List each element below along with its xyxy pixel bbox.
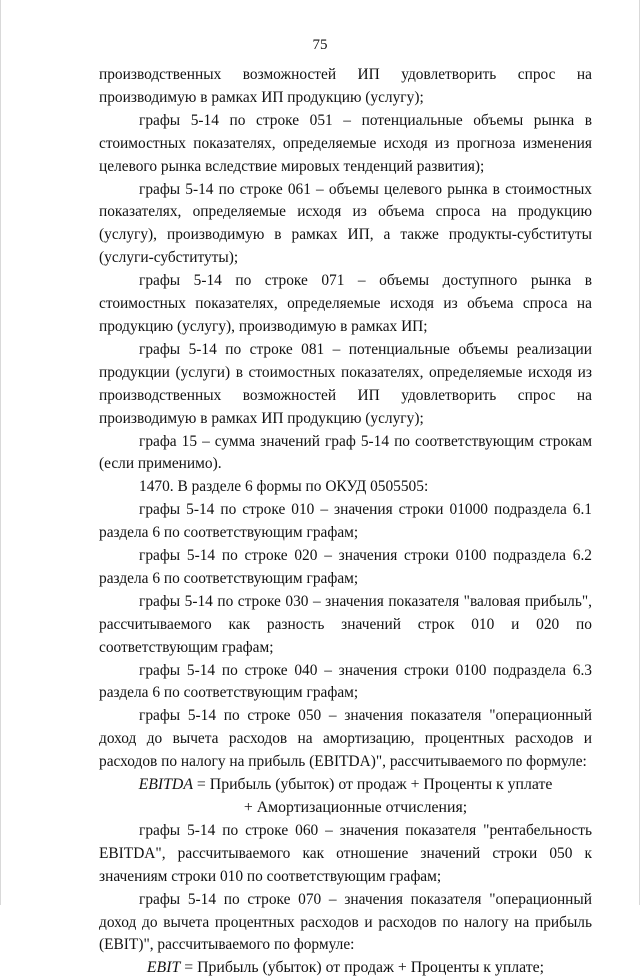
paragraph: графы 5-14 по строке 061 – объемы целевого рынка в стоимостных показателях, определяемые исходя из объема спроса на продукцию (услугу), производимую в рамках ИП, а также продукты-субституты (услуги-субституты); bbox=[99, 180, 592, 267]
formula-variable: EBIT bbox=[146, 959, 181, 977]
paragraph: графы 5-14 по строке 070 – значения показателя "операционный доход до вычета процентных расходов и расходов по налогу на прибыль (EBIT)", рассчитываемого по формуле: bbox=[99, 890, 592, 954]
paragraph: графы 5-14 по строке 071 – объемы доступного рынка в стоимостных показателях, определяемые исходя из объема спроса на продукцию (услугу), производимую в рамках ИП; bbox=[99, 272, 592, 335]
paragraph: графы 5-14 по строке 051 – потенциальные объемы рынка в стоимостных показателях, определяемые исходя из прогноза изменения целевого рынка вследствие мировых тенденций развития); bbox=[99, 111, 592, 175]
section-heading: 1470. В разделе 6 формы по ОКУД 0505505: bbox=[139, 478, 429, 496]
paragraph: графы 5-14 по строке 020 – значения строки 0100 подраздела 6.2 раздела 6 по соответствующим графам; bbox=[99, 547, 592, 587]
formula-expression: = Прибыль (убыток) от продаж + Проценты к уплате bbox=[192, 776, 553, 794]
paragraph: графы 5-14 по строке 040 – значения строки 0100 подраздела 6.3 раздела 6 по соответствующим графам; bbox=[99, 661, 592, 702]
paragraph: производственных возможностей ИП удовлетворить спрос на производимую в рамках ИП продукцию (услугу); bbox=[99, 66, 592, 106]
paragraph: графа 15 – сумма значений граф 5-14 по соответствующим строкам (если применимо). bbox=[99, 432, 592, 473]
paragraph: графы 5-14 по строке 030 – значения показателя "валовая прибыль", рассчитываемого как разность значений строк 010 и 020 по соответствующим графам; bbox=[99, 592, 592, 656]
paragraph: графы 5-14 по строке 060 – значения показателя "рентабельность EBITDA", рассчитываемого как отношение значений строки 050 к значениям строки 010 по соответствующим графам; bbox=[99, 821, 592, 885]
paragraph: графы 5-14 по строке 010 – значения строки 01000 подраздела 6.1 раздела 6 по соответствующим графам; bbox=[99, 501, 592, 542]
formula-expression: = Прибыль (убыток) от продаж + Проценты к уплате; bbox=[180, 959, 545, 977]
paragraph: графы 5-14 по строке 050 – значения показателя "операционный доход до вычета расходов на амортизацию, процентных расходов и расходов по налогу на прибыль (EBITDA)", рассчитываемого по формуле: bbox=[99, 707, 592, 771]
formula-ebit bbox=[99, 957, 592, 980]
paragraph: графы 5-14 по строке 081 – потенциальные объемы реализации продукции (услуги) в стоимостных показателях, определяемые исходя из производственных возможностей ИП удовлетворить спрос на производимую в рамках ИП продукцию (услугу); bbox=[99, 340, 592, 427]
formula-ebitda bbox=[99, 774, 592, 797]
document-body bbox=[99, 64, 592, 980]
page-number: 75 bbox=[312, 37, 328, 53]
formula-ebitda-continuation: + Амортизационные отчисления; bbox=[243, 799, 468, 816]
formula-variable: EBITDA bbox=[138, 776, 193, 794]
